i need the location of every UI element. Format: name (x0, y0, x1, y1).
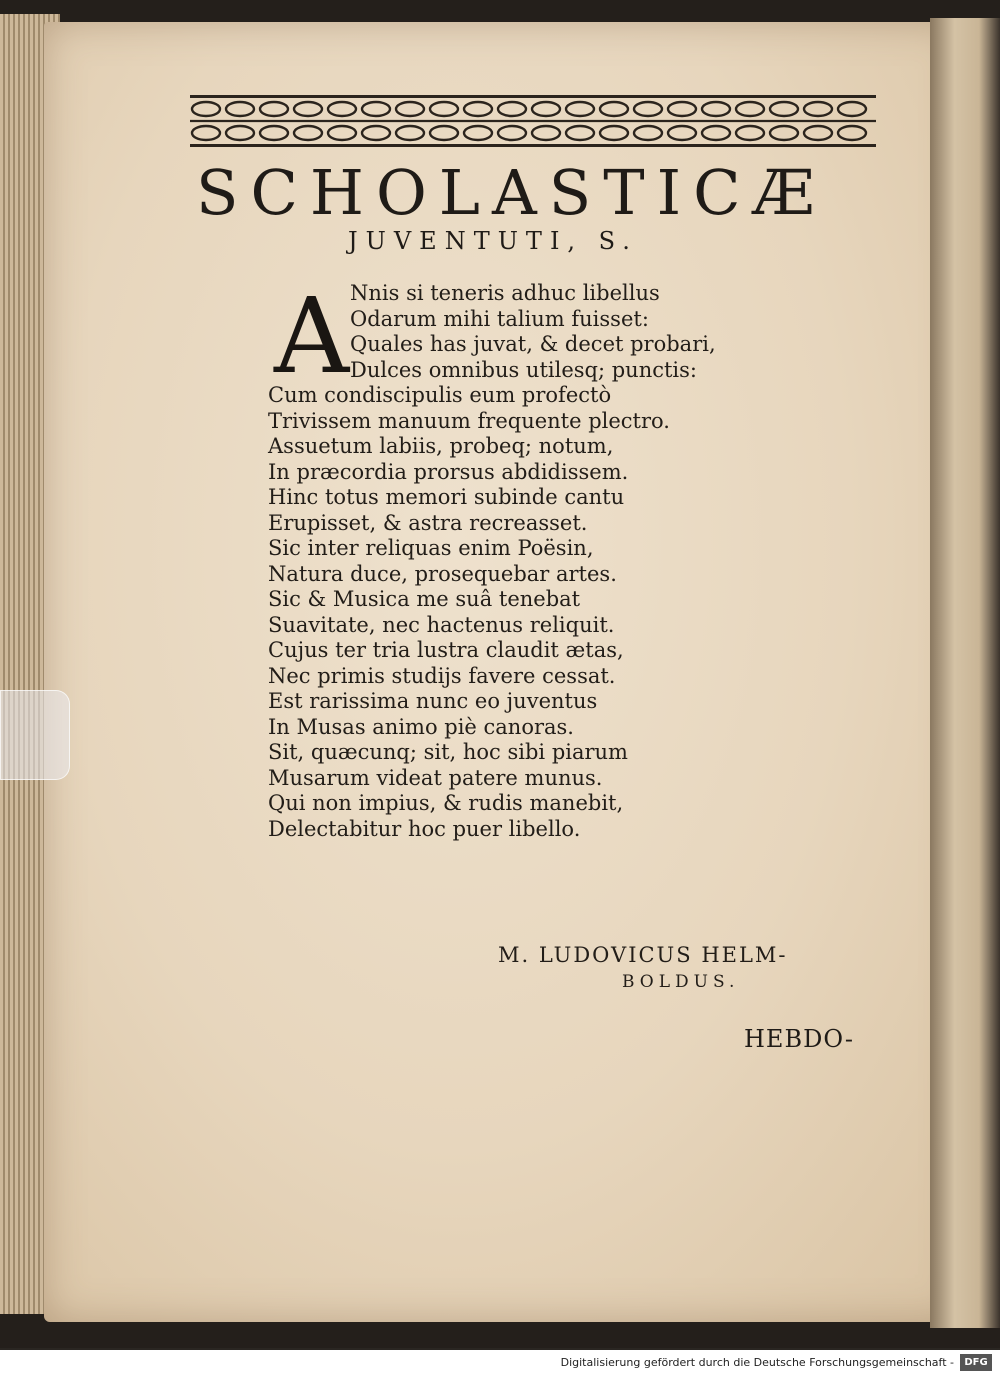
ornament-oval (634, 102, 662, 116)
drop-capital: A (274, 275, 350, 397)
poem-line: Erupisset, & astra recreasset. (268, 510, 588, 535)
ornament-oval (566, 102, 594, 116)
poem-line: Sic inter reliquas enim Poësin, (268, 536, 594, 560)
poem-line: Suavitate, nec hactenus reliquit. (268, 612, 615, 637)
poem-line: Quales has juvat, & decet probari, (350, 332, 716, 356)
ornament-oval (600, 126, 628, 140)
ornament-oval (770, 126, 798, 140)
poem-line: Assuetum labiis, probeq; notum, (268, 434, 614, 458)
poem-line: Nec primis studijs favere cessat. (268, 663, 616, 688)
dfg-logo: DFG (960, 1354, 992, 1371)
ornament-oval (192, 102, 220, 116)
poem-line: Cum condiscipulis eum profectò (268, 383, 612, 407)
poem-line: Qui non impius, & rudis manebit, (268, 791, 624, 815)
ornament-oval (260, 126, 288, 140)
ornament-oval (770, 102, 798, 116)
poem-line: Nnis si teneris adhuc libellus (350, 281, 660, 305)
decorative-ornament-band (186, 92, 880, 150)
ornament-oval (260, 102, 288, 116)
ornament-oval (294, 102, 322, 116)
ornament-oval (430, 126, 458, 140)
ornament-oval (532, 102, 560, 116)
ornament-oval (736, 126, 764, 140)
poem-line: Sic & Musica me suâ tenebat (268, 587, 581, 611)
ornament-oval (226, 102, 254, 116)
poem-line: Cujus ter tria lustra claudit ætas, (268, 638, 624, 662)
poem-line: In Musas animo piè canoras. (268, 714, 574, 739)
ornament-oval (328, 102, 356, 116)
poem-line: Odarum mihi talium fuisset: (350, 306, 649, 331)
ornament-oval (430, 102, 458, 116)
ornament-oval (838, 126, 866, 140)
poem-line: Trivissem manuum frequente plectro. (268, 408, 670, 433)
ornament-oval (600, 102, 628, 116)
poem-line: Musarum videat patere munus. (268, 765, 603, 790)
poem-line: Hinc totus memori subinde cantu (268, 485, 625, 509)
ornament-oval (498, 126, 526, 140)
catchword: HEBDO- (744, 1025, 854, 1053)
ornament-oval (804, 126, 832, 140)
ornament-oval (736, 102, 764, 116)
author-name-line-2: BOLDUS. (622, 972, 740, 992)
ornament-oval (668, 102, 696, 116)
ornament-oval (702, 126, 730, 140)
ornament-oval (464, 126, 492, 140)
author-name-line-1: M. LUDOVICUS HELM- (498, 943, 788, 967)
ornament-oval (668, 126, 696, 140)
poem-line: Delectabitur hoc puer libello. (268, 816, 581, 841)
book-gutter (930, 18, 1000, 1328)
ornament-oval (192, 126, 220, 140)
ornament-oval (566, 126, 594, 140)
ornament-oval (464, 102, 492, 116)
ornament-oval (328, 126, 356, 140)
poem-line: Dulces omnibus utilesq; punctis: (350, 357, 697, 382)
ornament-oval (804, 102, 832, 116)
ornament-oval (838, 102, 866, 116)
funding-credit: Digitalisierung gefördert durch die Deutsche Forschungsgemeinschaft - (560, 1356, 954, 1369)
ornament-oval (396, 126, 424, 140)
ornament-oval (294, 126, 322, 140)
ornament-oval (396, 102, 424, 116)
poem-line: Est rarissima nunc eo juventus (268, 689, 598, 713)
ornament-oval (362, 102, 390, 116)
poem-line: Sit, quæcunq; sit, hoc sibi piarum (268, 740, 628, 764)
ornament-oval (532, 126, 560, 140)
page-subtitle: JUVENTUTI, S. (348, 227, 638, 255)
page-title: SCHOLASTICÆ (196, 156, 827, 229)
ornament-oval (362, 126, 390, 140)
ornament-oval (702, 102, 730, 116)
poem-line: In præcordia prorsus abdidissem. (268, 459, 629, 484)
ornament-oval (226, 126, 254, 140)
poem-text (268, 275, 868, 842)
poem-line: Natura duce, prosequebar artes. (268, 561, 617, 586)
page-clip (0, 690, 70, 780)
ornament-oval (498, 102, 526, 116)
ornament-oval (634, 126, 662, 140)
